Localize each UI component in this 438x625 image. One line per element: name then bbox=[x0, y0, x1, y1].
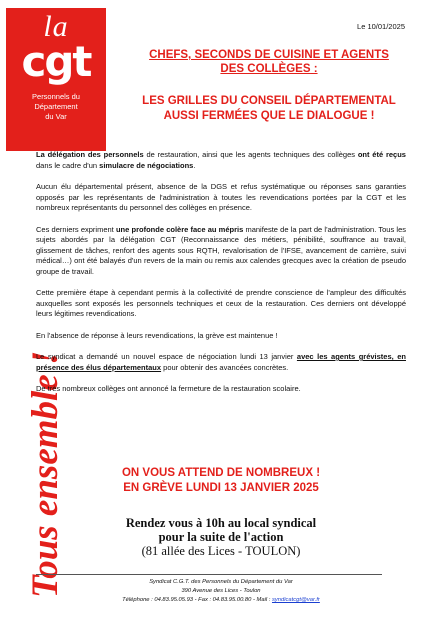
footer-contact: Téléphone : 04.83.95.05.93 - Fax : 04.83.95.00.80 - Mail : bbox=[122, 597, 272, 603]
p1-bold-1: La délégation des personnels bbox=[36, 150, 144, 159]
logo-subtitle-line1: Personnels du bbox=[32, 92, 80, 101]
paragraph-3 bbox=[36, 225, 406, 278]
meeting-line2: pour la suite de l'action bbox=[158, 530, 284, 544]
call-line1: ON VOUS ATTEND DE NOMBREUX ! bbox=[121, 467, 321, 479]
headline-line2-text: DES COLLÈGES bbox=[220, 63, 311, 75]
subheadline-line1: LES GRILLES DU CONSEIL DÉPARTEMENTAL bbox=[142, 95, 396, 107]
meeting-line1: Rendez vous à 10h au local syndical bbox=[125, 516, 317, 530]
headline bbox=[110, 48, 428, 76]
footer-divider bbox=[36, 574, 382, 575]
p3-text-2: manifeste de la part de l'administration. Tous les sujets abordés par la délégation CGT (Reconnaissance des métiers, pénibilité, souffrance au travail, glissement de tâches, renfort des agents sous RQTH, revalorisation de l'IFSE, avancement de carrière, suivi médical…) ont été balayés d'un revers de la main ou remis aux calendes grecques avec la création de pseudo groupe de travail. bbox=[36, 224, 406, 276]
p3-text-1: Ces derniers expriment bbox=[36, 224, 116, 234]
footer-line2: 390 Avenue des Lices - Toulon bbox=[181, 588, 261, 594]
body-text bbox=[36, 150, 406, 406]
logo-cgt-text: cgt bbox=[21, 37, 91, 86]
headline-line2-suffix: : bbox=[310, 63, 318, 75]
logo-subtitle-line2: Département bbox=[34, 102, 78, 111]
logo-subtitle bbox=[6, 92, 106, 122]
email-link[interactable]: syndicatcgt@var.fr bbox=[271, 597, 320, 603]
footer-line3 bbox=[36, 596, 406, 605]
meeting-line3: (81 allée des Lices - TOULON) bbox=[141, 544, 301, 558]
paragraph-2: Aucun élu départemental présent, absence de la DGS et refus systématique ou réponses sans garanties opposés par les représentants de l'administration à toutes les revendications portées par la CGT et les nombreux représentants du personnel des collèges en présence. bbox=[36, 182, 406, 212]
p1-bold-3: simulacre de négociations bbox=[99, 160, 194, 170]
p6-text-1: Le syndicat a demandé un nouvel espace de négociation lundi 13 janvier bbox=[36, 352, 297, 361]
vertical-slogan: Tous ensemble ! bbox=[25, 350, 66, 598]
document-date: Le 10/01/2025 bbox=[357, 22, 405, 31]
paragraph-7: De très nombreux collèges ont annoncé la fermeture de la restauration scolaire. bbox=[36, 384, 301, 393]
p1-text-2: dans le cadre d'un bbox=[36, 160, 100, 170]
logo-subtitle-line3: du Var bbox=[45, 112, 67, 121]
headline-line1: CHEFS, SECONDS DE CUISINE ET AGENTS bbox=[149, 49, 389, 61]
headline-line2 bbox=[110, 62, 428, 76]
p6-text-2: pour obtenir des avancées concrètes. bbox=[161, 362, 289, 372]
footer bbox=[36, 578, 406, 605]
p1-text-1: de restauration, ainsi que les agents techniques des collèges bbox=[143, 150, 358, 159]
p1-text-3: . bbox=[193, 160, 196, 170]
call-line2: EN GRÈVE LUNDI 13 JANVIER 2025 bbox=[123, 482, 319, 494]
paragraph-4: Cette première étape à cependant permis à la collectivité de prendre conscience de l'ampleur des difficultés auxquelles sont exposés les personnels techniques et ceux de la restauration. Ces derniers ont développé leurs légitimes revendications. bbox=[36, 288, 406, 318]
call-to-action bbox=[36, 466, 406, 496]
paragraph-5: En l'absence de réponse à leurs revendications, la grève est maintenue ! bbox=[36, 330, 278, 340]
cgt-logo bbox=[6, 8, 106, 151]
meeting-info bbox=[36, 516, 406, 558]
paragraph-1 bbox=[36, 150, 406, 171]
p1-bold-2: ont été reçus bbox=[357, 150, 406, 159]
p6-bold-1: avec les agents grévistes, en présence des élus départementaux bbox=[36, 352, 406, 372]
subheadline bbox=[110, 94, 428, 124]
logo-la-text: la bbox=[43, 10, 69, 43]
subheadline-line2: AUSSI FERMÉES QUE LE DIALOGUE ! bbox=[163, 110, 375, 122]
p3-bold-1: une profonde colère face au mépris bbox=[115, 224, 244, 234]
footer-line1: Syndicat C.G.T. des Personnels du Département du Var bbox=[149, 579, 293, 585]
paragraph-6 bbox=[36, 352, 406, 373]
